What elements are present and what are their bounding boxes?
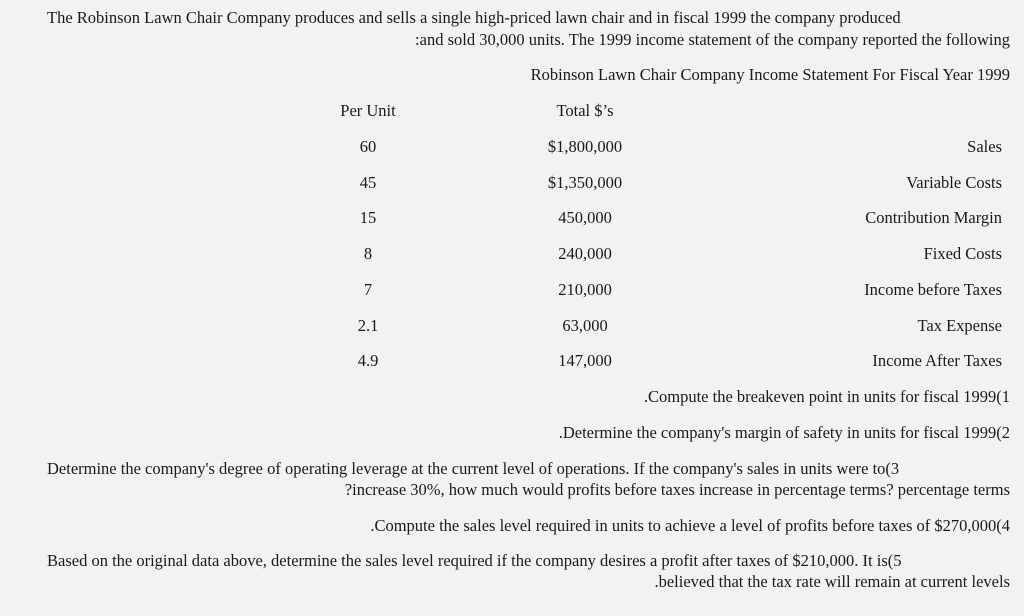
row-label: Income before Taxes (864, 280, 1002, 299)
row-unit-value: 45 (359, 173, 377, 192)
row-total-value: $1,350,000 (547, 173, 623, 192)
row-unit-value: 7 (363, 280, 373, 299)
row-unit-value: 8 (363, 244, 373, 263)
row-total-value: 63,000 (562, 316, 608, 335)
intro-line-2: :and sold 30,000 units. The 1999 income statement of the company reported the following (415, 30, 1010, 49)
row-unit-value: 60 (359, 137, 377, 156)
row-unit-value: 15 (359, 208, 377, 227)
row-total-value: 147,000 (558, 351, 612, 370)
intro-line-1: The Robinson Lawn Chair Company produces and sells a single high-priced lawn chair and in fiscal 1999 the company produced (47, 8, 901, 27)
question-3-line-1: Determine the company's degree of operating leverage at the current level of operations. If the company's sales in units were to(3 (47, 459, 900, 478)
question-1: .Compute the breakeven point in units for fiscal 1999(1 (643, 387, 1010, 406)
row-total-value: 240,000 (558, 244, 612, 263)
question-4: .Compute the sales level required in units to achieve a level of profits before taxes of $270,000(4 (370, 516, 1010, 535)
row-unit-value: 4.9 (357, 351, 379, 370)
row-label: Fixed Costs (923, 244, 1002, 263)
question-3-line-2: ?increase 30%, how much would profits before taxes increase in percentage terms? percentage terms (344, 480, 1010, 499)
row-label: Sales (967, 137, 1002, 156)
row-total-value: 210,000 (558, 280, 612, 299)
row-label: Contribution Margin (865, 208, 1002, 227)
header-total: Total $’s (556, 101, 614, 120)
statement-title: Robinson Lawn Chair Company Income Statement For Fiscal Year 1999 (530, 65, 1010, 84)
row-label: Tax Expense (917, 316, 1002, 335)
row-total-value: $1,800,000 (547, 137, 623, 156)
row-unit-value: 2.1 (357, 316, 379, 335)
row-label: Variable Costs (906, 173, 1002, 192)
header-per-unit: Per Unit (340, 101, 396, 120)
question-5-line-2: .believed that the tax rate will remain at current levels (654, 572, 1010, 591)
row-total-value: 450,000 (558, 208, 612, 227)
row-label: Income After Taxes (872, 351, 1002, 370)
question-2: .Determine the company's margin of safety in units for fiscal 1999(2 (558, 423, 1010, 442)
question-5-line-1: Based on the original data above, determine the sales level required if the company desires a profit after taxes of $210,000. It is(5 (47, 551, 902, 570)
